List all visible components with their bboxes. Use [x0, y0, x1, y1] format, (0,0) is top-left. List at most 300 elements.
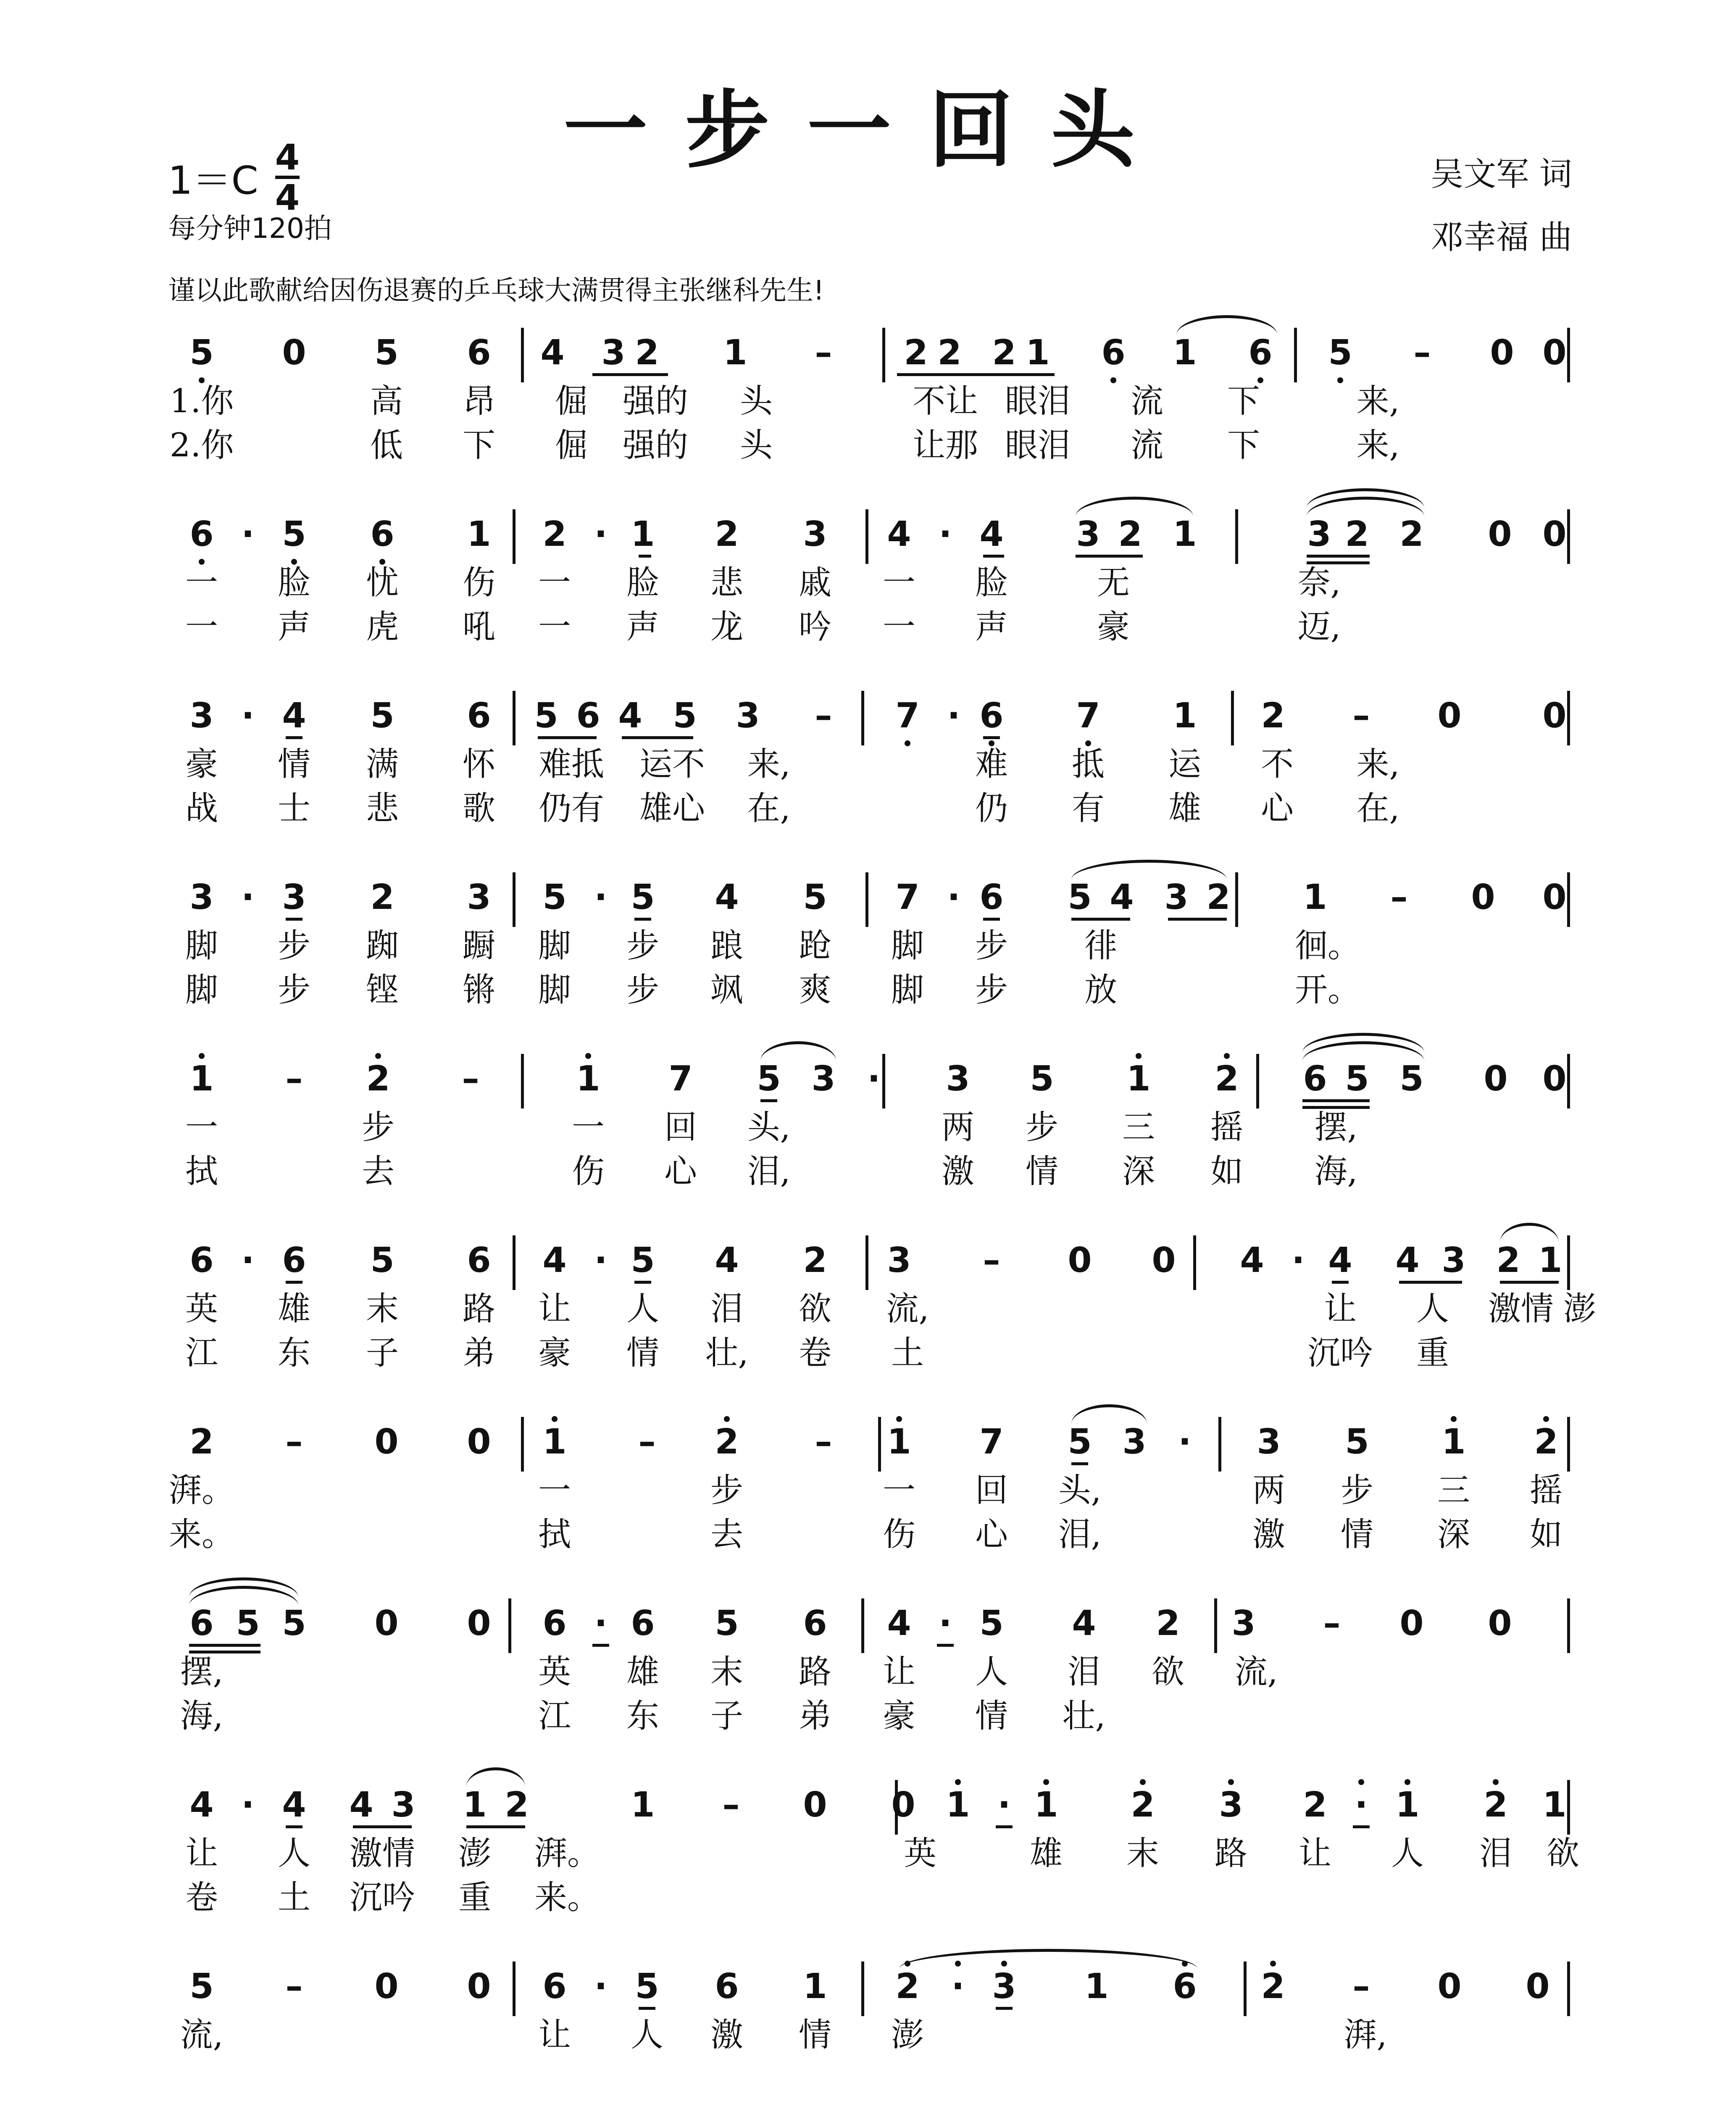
lyric-syllable: 一 — [882, 1472, 916, 1509]
octave-dot — [955, 1779, 961, 1785]
note: · — [1178, 1422, 1192, 1462]
lyric-syllable: 去 — [710, 1516, 744, 1553]
note: · — [594, 514, 608, 554]
lyric-line-1 — [168, 925, 1571, 967]
barline — [1256, 1054, 1259, 1108]
lyric-syllable: 奈, — [1297, 564, 1341, 602]
barline — [1567, 872, 1570, 927]
barline — [1567, 328, 1570, 382]
note: 2 — [366, 1059, 390, 1099]
lyric-syllable: 虎 — [366, 608, 399, 646]
lyric-syllable: 步 — [710, 1472, 744, 1509]
slur — [1071, 860, 1227, 879]
lyric-syllable: 一 — [185, 608, 218, 646]
lyric-syllable: 伤 — [882, 1516, 916, 1553]
lyric-syllable: 雄 — [1168, 790, 1202, 827]
lyric-syllable: 来。 — [168, 1516, 235, 1553]
lyric-syllable: 人 — [277, 1835, 311, 1872]
note: 3 — [1076, 514, 1100, 554]
lyric-syllable: 脚 — [538, 971, 571, 1009]
lyric-line-2 — [168, 606, 1571, 648]
note: 6 — [542, 1603, 567, 1643]
slur — [899, 1949, 1197, 1969]
note: 5 — [370, 696, 395, 736]
lyric-syllable: 回 — [975, 1472, 1008, 1509]
lyric-syllable: 铿 — [366, 971, 399, 1009]
note: 3 — [992, 1967, 1016, 2006]
lyric-syllable: 脚 — [185, 971, 218, 1009]
lyric-syllable: 泪, — [1058, 1516, 1102, 1553]
note: 0 — [1068, 1240, 1092, 1280]
note: 3 — [887, 1240, 911, 1280]
lyric-line-2 — [168, 1695, 1571, 1737]
barline — [521, 328, 524, 382]
lyric-syllable: 吼 — [462, 608, 496, 646]
note: 0 — [1542, 1059, 1567, 1099]
note: 0 — [1490, 333, 1514, 373]
lyric-syllable: 江 — [185, 1334, 218, 1372]
note: 2 — [635, 333, 659, 373]
note: – — [722, 1785, 740, 1825]
lyric-line-2 — [168, 969, 1571, 1011]
note: 4 — [540, 333, 565, 373]
slur — [466, 1767, 525, 1787]
lyric-syllable: 有 — [1071, 790, 1105, 827]
note: 2 — [904, 333, 928, 373]
lyric-syllable: 强的 — [622, 427, 689, 464]
note-row — [168, 1231, 1571, 1294]
octave-dot — [1270, 1961, 1276, 1967]
lyric-syllable: 强的 — [622, 382, 689, 420]
beam-line — [286, 918, 302, 921]
lyric-syllable: 两 — [1252, 1472, 1286, 1509]
note: 2 — [1118, 514, 1142, 554]
note: – — [285, 1967, 303, 2006]
lyric-syllable: 下 — [1227, 427, 1260, 464]
lyric-syllable: 步 — [1340, 1472, 1374, 1509]
lyric-syllable: 海, — [1314, 1153, 1358, 1190]
lyric-line-2 — [168, 1514, 1571, 1556]
note: 4 — [1110, 877, 1134, 917]
note: 0 — [1542, 333, 1567, 373]
note: · — [1355, 1785, 1368, 1825]
note: 2 — [937, 333, 962, 373]
lyric-syllable: 声 — [277, 608, 311, 646]
barline — [865, 872, 868, 927]
note: 6 — [189, 514, 214, 554]
lyric-syllable: 去 — [361, 1153, 395, 1190]
note: 5 — [635, 1967, 659, 2006]
lyric-syllable: 心 — [1260, 790, 1294, 827]
note: 0 — [467, 1603, 491, 1643]
note: 1 — [1173, 333, 1197, 373]
note: – — [285, 1059, 303, 1099]
lyric-syllable: 让 — [1323, 1290, 1357, 1328]
note: 1 — [723, 333, 747, 373]
note: 1 — [1026, 333, 1050, 373]
barline — [1567, 509, 1570, 564]
lyric-line-1 — [168, 562, 1571, 604]
note: 0 — [374, 1967, 399, 2006]
note: 1 — [576, 1059, 600, 1099]
beam-line — [286, 1825, 302, 1828]
lyric-syllable: 东 — [277, 1334, 311, 1372]
note: 3 — [1231, 1603, 1256, 1643]
lyric-syllable: 让那 — [912, 427, 978, 464]
note: 1 — [1126, 1059, 1151, 1099]
note: · — [947, 877, 960, 917]
lyric-syllable: 豪 — [185, 745, 218, 783]
lyric-syllable: 三 — [1437, 1472, 1470, 1509]
lyric-syllable: 一 — [882, 564, 916, 602]
lyric-line-1 — [168, 380, 1571, 422]
note: 3 — [189, 877, 214, 917]
lyric-syllable: 下 — [462, 427, 496, 464]
beam-line — [1168, 918, 1227, 921]
lyric-syllable: 深 — [1437, 1516, 1470, 1553]
slur — [1500, 1223, 1559, 1243]
note: · — [867, 1059, 881, 1099]
lyric-syllable: 头, — [1058, 1472, 1102, 1509]
lyric-syllable: 爽 — [798, 971, 832, 1009]
lyric-syllable: 子 — [710, 1697, 744, 1735]
note: · — [241, 696, 255, 736]
lyric-syllable: 雄 — [626, 1653, 660, 1691]
slur — [1076, 497, 1193, 516]
barline — [861, 1961, 864, 2016]
note: 2 — [715, 514, 739, 554]
note: 1 — [1173, 514, 1197, 554]
note: – — [1390, 877, 1408, 917]
lyric-syllable: 激 — [1252, 1516, 1286, 1553]
lyric-syllable: 步 — [626, 971, 660, 1009]
note: 6 — [715, 1967, 739, 2006]
note: 0 — [1488, 1603, 1512, 1643]
note-row — [168, 324, 1571, 387]
note: – — [1352, 696, 1370, 736]
note: 0 — [467, 1967, 491, 2006]
note: 0 — [282, 333, 306, 373]
barline — [513, 1961, 516, 2016]
barline — [513, 509, 516, 564]
lyric-syllable: 一 — [538, 608, 571, 646]
lyric-syllable: 末 — [1126, 1835, 1160, 1872]
lyric-syllable: 开。 — [1294, 971, 1361, 1009]
tempo-marking: 每分钟120拍 — [168, 212, 332, 245]
lyric-syllable: 重 — [458, 1879, 492, 1917]
note: 0 — [1437, 696, 1462, 736]
note: 5 — [282, 514, 306, 554]
beam-line — [996, 2007, 1013, 2010]
lyric-syllable: 不 — [1260, 745, 1294, 783]
lyric-syllable: 来, — [1356, 745, 1400, 783]
note: · — [594, 1240, 608, 1280]
beam-line — [1071, 918, 1130, 921]
note: 4 — [715, 877, 739, 917]
lyric-syllable: 回 — [664, 1108, 697, 1146]
lyric-syllable: 头 — [739, 427, 773, 464]
note: 2 — [992, 333, 1016, 373]
lyric-syllable: 心 — [664, 1153, 697, 1190]
lyric-syllable: 脚 — [891, 971, 924, 1009]
beam-line — [1307, 555, 1370, 558]
note: 4 — [618, 696, 642, 736]
note: 5 — [189, 333, 214, 373]
lyric-syllable: 欲 — [798, 1290, 832, 1328]
slur — [189, 1577, 298, 1597]
octave-dot — [724, 1416, 730, 1422]
lyric-syllable: 跄 — [798, 927, 832, 965]
barline — [1218, 1417, 1221, 1472]
note: 5 — [189, 1967, 214, 2006]
note: 5 — [715, 1603, 739, 1643]
note-row — [168, 1776, 1571, 1839]
lyric-syllable: 欲 — [1546, 1835, 1580, 1872]
note: 6 — [631, 1603, 655, 1643]
note: 4 — [1328, 1240, 1352, 1280]
lyric-syllable: 激情 — [349, 1835, 416, 1872]
note: 4 — [1395, 1240, 1420, 1280]
lyric-syllable: 2.你 — [169, 427, 234, 464]
note: – — [1413, 333, 1431, 373]
lyric-syllable: 悲 — [710, 564, 744, 602]
lyric-syllable: 流 — [1130, 427, 1164, 464]
composer: 邓幸福 曲 — [1431, 219, 1572, 256]
note: 5 — [803, 877, 827, 917]
slur — [760, 1041, 836, 1061]
note: · — [594, 1603, 608, 1643]
lyric-syllable: 昂 — [462, 382, 496, 420]
lyric-syllable: 一 — [185, 1108, 218, 1146]
lyric-syllable: 激情 — [1488, 1290, 1554, 1328]
note: 0 — [1542, 696, 1567, 736]
lyric-syllable: 弟 — [798, 1697, 832, 1735]
lyric-line-1 — [168, 1651, 1571, 1693]
note: 1 — [1542, 1785, 1567, 1825]
beam-line — [286, 736, 302, 739]
lyric-syllable: 壮, — [705, 1334, 749, 1372]
lyric-syllable: 让 — [538, 2016, 571, 2054]
lyric-syllable: 英 — [538, 1653, 571, 1691]
note: 5 — [673, 696, 697, 736]
note: 7 — [668, 1059, 693, 1099]
note: · — [241, 514, 255, 554]
lyric-syllable: 不让 — [912, 382, 978, 420]
barline — [513, 872, 516, 927]
lyric-syllable: 湃。 — [534, 1835, 600, 1872]
lyric-syllable: 悲 — [366, 790, 399, 827]
note: 0 — [803, 1785, 827, 1825]
note: – — [815, 696, 832, 736]
lyric-syllable: 一 — [882, 608, 916, 646]
note: 4 — [189, 1785, 214, 1825]
lyric-syllable: 脸 — [626, 564, 660, 602]
lyric-syllable: 摇 — [1210, 1108, 1244, 1146]
dedication: 谨以此歌献给因伤退赛的乒乓球大满贯得主张继科先生! — [168, 275, 824, 306]
lyric-line-2 — [168, 1877, 1571, 1919]
barline — [1567, 1417, 1570, 1472]
note: 7 — [895, 877, 920, 917]
beam-line — [1332, 1281, 1349, 1284]
note: 6 — [803, 1603, 827, 1643]
lyric-syllable: 情 — [1340, 1516, 1374, 1553]
lyric-syllable: 仍 — [975, 790, 1008, 827]
lyric-syllable: 徘 — [1084, 927, 1118, 965]
lyric-syllable: 泪 — [1067, 1653, 1101, 1691]
note-row — [168, 1413, 1571, 1476]
barline — [521, 1054, 524, 1108]
lyric-syllable: 情 — [975, 1697, 1008, 1735]
lyric-syllable: 难 — [975, 745, 1008, 783]
note: 3 — [601, 333, 626, 373]
lyric-line-1 — [168, 1106, 1571, 1148]
lyric-syllable: 低 — [370, 427, 403, 464]
time-top: 4 — [275, 139, 300, 179]
lyric-syllable: 卷 — [798, 1334, 832, 1372]
note: · — [997, 1785, 1011, 1825]
lyric-syllable: 泪, — [747, 1153, 791, 1190]
lyric-syllable: 豪 — [538, 1334, 571, 1372]
note: – — [815, 1422, 832, 1462]
lyric-syllable: 土 — [891, 1334, 924, 1372]
note: 5 — [1328, 333, 1352, 373]
note: 0 — [1542, 514, 1567, 554]
beam-line — [897, 373, 1055, 376]
lyric-syllable: 吟 — [798, 608, 832, 646]
note: 1 — [463, 1785, 487, 1825]
note: – — [638, 1422, 656, 1462]
lyric-syllable: 脸 — [277, 564, 311, 602]
note: 2 — [895, 1967, 920, 2006]
lyric-syllable: 末 — [710, 1653, 744, 1691]
lyric-syllable: 情 — [626, 1334, 660, 1372]
beam-line — [1353, 1825, 1370, 1828]
lyric-syllable: 飒 — [710, 971, 744, 1009]
lyric-syllable: 眼泪 — [1005, 427, 1071, 464]
note-row — [168, 505, 1571, 568]
note: 0 — [1483, 1059, 1508, 1099]
lyric-syllable: 如 — [1529, 1516, 1563, 1553]
note: 7 — [895, 696, 920, 736]
credits — [1431, 143, 1572, 269]
lyric-line-1 — [168, 743, 1571, 785]
lyric-line-1 — [168, 2014, 1571, 2056]
lyric-syllable: 泪 — [1479, 1835, 1512, 1872]
note: 6 — [1173, 1967, 1197, 2006]
note: 0 — [1152, 1240, 1176, 1280]
note: 5 — [374, 333, 399, 373]
barline — [895, 1780, 898, 1835]
lyric-line-2 — [168, 424, 1571, 466]
note: 4 — [542, 1240, 567, 1280]
lyric-syllable: 一 — [185, 564, 218, 602]
lyric-syllable: 人 — [975, 1653, 1008, 1691]
note: 4 — [282, 1785, 306, 1825]
beam-line — [286, 1281, 302, 1284]
beam-line — [639, 555, 651, 558]
note: 2 — [1206, 877, 1231, 917]
lyric-syllable: 流, — [180, 2016, 224, 2054]
lyric-syllable: 拭 — [185, 1153, 218, 1190]
note: 4 — [1072, 1603, 1096, 1643]
note: 5 — [1345, 1059, 1369, 1099]
lyric-syllable: 来, — [1356, 427, 1400, 464]
lyric-syllable: 湃, — [1344, 2016, 1387, 2054]
note: 6 — [467, 696, 491, 736]
lyric-syllable: 步 — [1025, 1108, 1059, 1146]
lyric-syllable: 土 — [277, 1879, 311, 1917]
lyric-syllable: 人 — [1416, 1290, 1449, 1328]
note: 0 — [1488, 514, 1512, 554]
lyric-line-1 — [168, 1832, 1580, 1875]
barline — [1231, 691, 1234, 745]
lyric-syllable: 路 — [798, 1653, 832, 1691]
lyric-line-1 — [168, 1288, 1597, 1330]
octave-dot — [1224, 1053, 1230, 1059]
lyric-syllable: 战 — [185, 790, 218, 827]
lyric-syllable: 运不 — [639, 745, 705, 783]
octave-dot — [1043, 1779, 1049, 1785]
note: · — [1291, 1240, 1305, 1280]
lyric-syllable: 豪 — [1097, 608, 1130, 646]
note: 1 — [542, 1422, 567, 1462]
lyric-syllable: 忧 — [366, 564, 399, 602]
lyric-syllable: 头 — [739, 382, 773, 420]
note: 1 — [1538, 1240, 1562, 1280]
beam-line — [1302, 1099, 1370, 1102]
barline — [882, 1054, 885, 1108]
note: 6 — [370, 514, 395, 554]
lyric-syllable: 澎 — [1563, 1290, 1597, 1328]
note: · — [947, 696, 960, 736]
key-signature — [168, 139, 300, 216]
note: 4 — [349, 1785, 374, 1825]
note: 0 — [1471, 877, 1495, 917]
note: 0 — [467, 1422, 491, 1462]
lyric-syllable: 脸 — [975, 564, 1008, 602]
note: 6 — [282, 1240, 306, 1280]
lyric-syllable: 步 — [975, 927, 1008, 965]
note: 3 — [189, 696, 214, 736]
note: 2 — [1483, 1785, 1508, 1825]
note: · — [594, 1967, 608, 2006]
beam-line — [592, 373, 668, 376]
lyric-syllable: 湃。 — [168, 1472, 235, 1509]
barline — [521, 1417, 524, 1472]
note: 2 — [505, 1785, 529, 1825]
lyric-syllable: 眼泪 — [1005, 382, 1071, 420]
lyric-syllable: 流, — [886, 1290, 929, 1328]
barline — [1567, 1961, 1570, 2016]
note: 5 — [979, 1603, 1004, 1643]
note: 1 — [631, 514, 655, 554]
lyric-syllable: 心 — [975, 1516, 1008, 1553]
lyric-syllable: 蹰 — [462, 927, 496, 965]
lyric-syllable: 沉吟 — [1307, 1334, 1373, 1372]
lyric-syllable: 摇 — [1529, 1472, 1563, 1509]
octave-dot — [1140, 1779, 1146, 1785]
beam-line — [622, 736, 693, 739]
note: 2 — [1534, 1422, 1558, 1462]
note: 2 — [542, 514, 567, 554]
note: 1 — [946, 1785, 970, 1825]
note: 6 — [1248, 333, 1273, 373]
lyric-syllable: 沉吟 — [349, 1879, 416, 1917]
key-label: 1＝C — [168, 158, 258, 203]
note: · — [594, 877, 608, 917]
note: 0 — [374, 1422, 399, 1462]
barline — [513, 691, 516, 745]
